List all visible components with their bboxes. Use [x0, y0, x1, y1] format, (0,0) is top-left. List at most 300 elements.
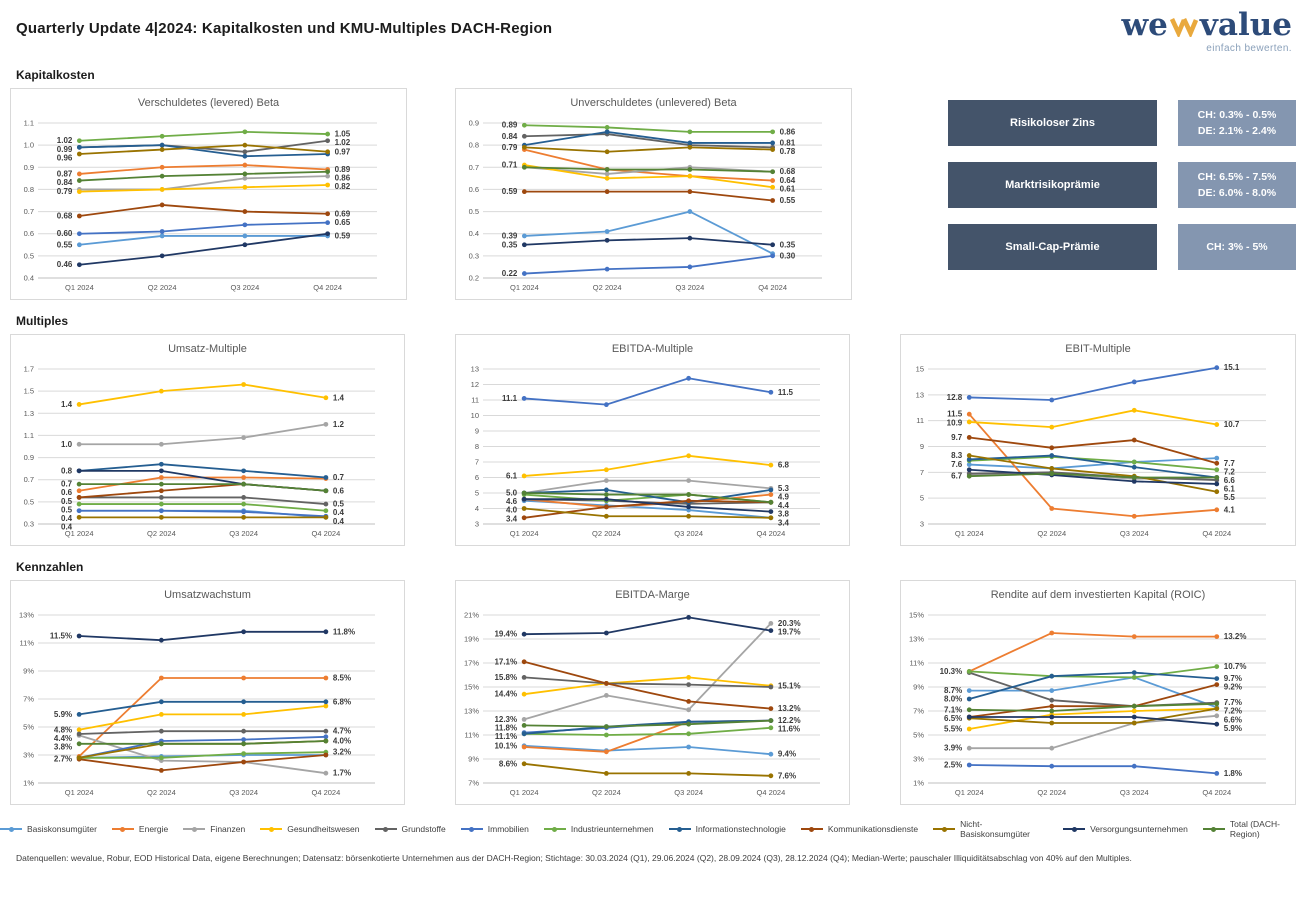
svg-text:13%: 13%: [18, 610, 34, 620]
risk-free-rate-row: [948, 100, 1296, 146]
levered-beta-chart: [11, 115, 406, 295]
svg-text:0.8: 0.8: [23, 184, 34, 194]
svg-text:7.6%: 7.6%: [777, 771, 797, 781]
svg-text:1.7%: 1.7%: [332, 768, 352, 778]
svg-text:0.22: 0.22: [501, 269, 518, 279]
svg-text:8.7%: 8.7%: [944, 686, 963, 696]
svg-text:11.6%: 11.6%: [777, 724, 801, 734]
svg-text:0.96: 0.96: [56, 153, 73, 163]
section-heading-multiples: Multiples: [16, 314, 69, 328]
svg-text:Q1 2024: Q1 2024: [509, 283, 539, 292]
svg-text:0.64: 0.64: [779, 176, 796, 186]
small-cap-premium-ch: CH: 3% - 5%: [1206, 240, 1268, 253]
umsatz-multiple-chart: [11, 361, 404, 541]
svg-text:Q2 2024: Q2 2024: [592, 283, 622, 292]
legend-line-marker-icon: [933, 825, 955, 833]
svg-text:0.99: 0.99: [56, 144, 73, 154]
svg-text:0.4: 0.4: [468, 229, 479, 239]
chart-title: Unverschuldetes (unlevered) Beta: [570, 97, 737, 109]
svg-text:0.39: 0.39: [501, 231, 518, 241]
header: [0, 0, 1306, 54]
svg-text:5.3: 5.3: [777, 483, 789, 493]
svg-text:7.7%: 7.7%: [1223, 698, 1242, 708]
risk-free-rate-de: DE: 2.1% - 2.4%: [1197, 125, 1277, 137]
svg-text:10.1%: 10.1%: [494, 741, 518, 751]
svg-text:4.8%: 4.8%: [53, 725, 73, 735]
svg-text:3.4: 3.4: [506, 514, 518, 524]
legend-item: [933, 819, 1048, 839]
svg-text:0.60: 0.60: [56, 229, 73, 239]
chart-title: Verschuldetes (levered) Beta: [137, 97, 280, 109]
svg-text:0.5: 0.5: [61, 496, 73, 506]
svg-text:0.68: 0.68: [779, 167, 796, 177]
svg-text:9: 9: [919, 442, 924, 451]
legend-item: [0, 824, 97, 834]
svg-text:17%: 17%: [463, 658, 479, 668]
svg-text:Q3 2024: Q3 2024: [674, 788, 704, 797]
svg-text:Q4 2024: Q4 2024: [1202, 529, 1232, 538]
svg-text:2.5%: 2.5%: [944, 760, 963, 770]
chart-panel-levered-beta: [10, 88, 407, 300]
svg-text:0.4: 0.4: [23, 273, 34, 283]
svg-text:4: 4: [474, 504, 479, 513]
svg-text:5.9%: 5.9%: [53, 709, 73, 719]
svg-text:19.7%: 19.7%: [777, 627, 801, 637]
svg-text:3: 3: [919, 519, 924, 529]
svg-text:5.0: 5.0: [506, 488, 518, 498]
footer-note: Datenquellen: wevalue, Robur, EOD Historical Data, eigene Berechnungen; Datensatz: börsenkotierte Unternehmen aus der DACH-Region; Stichtage: 30.03.2024 (Q1), 29.06.2024 (Q2), 28.09.2024 (Q3), 28.12.2024 (Q4); Median-Werte; pauschaler Illiquiditätsabschlag von 40% auf den Multiples.: [16, 853, 1132, 863]
legend-label: Industrieunternehmen: [570, 824, 654, 834]
svg-text:11.8%: 11.8%: [494, 723, 518, 733]
svg-text:6.1: 6.1: [506, 471, 518, 481]
umsatzwachstum-chart: [11, 607, 404, 800]
svg-text:Q3 2024: Q3 2024: [1119, 788, 1149, 797]
svg-text:0.86: 0.86: [779, 127, 796, 137]
svg-text:19%: 19%: [463, 634, 479, 644]
svg-text:11: 11: [471, 395, 479, 405]
svg-text:4.6: 4.6: [506, 497, 518, 507]
legend-label: Versorgungsunternehmen: [1090, 824, 1188, 834]
svg-text:9.7%: 9.7%: [1223, 674, 1242, 684]
small-cap-premium-label: Small-Cap-Prämie: [948, 224, 1157, 270]
svg-text:0.86: 0.86: [334, 173, 351, 183]
legend-label: Basiskonsumgüter: [27, 824, 97, 834]
svg-text:4.0: 4.0: [506, 505, 518, 515]
legend-line-marker-icon: [375, 825, 397, 833]
svg-text:15%: 15%: [463, 682, 479, 692]
svg-text:0.5: 0.5: [61, 505, 73, 515]
chart-panel-ebitda-marge: [455, 580, 850, 805]
legend-item: [260, 824, 359, 834]
svg-text:9.2%: 9.2%: [1223, 682, 1242, 692]
svg-text:15%: 15%: [908, 610, 924, 620]
svg-text:11.1%: 11.1%: [494, 732, 518, 742]
market-risk-premium-values: [1178, 162, 1296, 208]
svg-text:3%: 3%: [23, 750, 34, 760]
svg-text:8: 8: [474, 442, 479, 451]
legend-label: Gesundheitswesen: [287, 824, 360, 834]
svg-text:3.9%: 3.9%: [944, 743, 963, 753]
parameter-boxes: [948, 88, 1296, 300]
legend-item: [375, 824, 446, 834]
chart-title: EBIT-Multiple: [1065, 343, 1131, 355]
roic-chart: [901, 607, 1295, 800]
svg-text:0.9: 0.9: [468, 118, 479, 128]
legend-label: Kommunikationsdienste: [827, 824, 919, 834]
svg-text:7%: 7%: [468, 778, 479, 788]
svg-text:8.5%: 8.5%: [332, 673, 352, 683]
svg-text:7: 7: [474, 457, 479, 467]
unlevered-beta-chart: [456, 115, 851, 295]
svg-text:9%: 9%: [23, 666, 34, 676]
svg-text:0.59: 0.59: [501, 187, 518, 197]
svg-text:1.0: 1.0: [23, 140, 34, 150]
svg-text:1.7: 1.7: [23, 364, 34, 374]
svg-text:Q2 2024: Q2 2024: [146, 529, 176, 538]
svg-text:Q4 2024: Q4 2024: [1202, 788, 1232, 797]
svg-text:0.5: 0.5: [468, 207, 479, 217]
svg-text:Q3 2024: Q3 2024: [675, 283, 705, 292]
legend-label: Immobilien: [487, 824, 529, 834]
svg-text:8.0%: 8.0%: [944, 694, 963, 704]
svg-text:12: 12: [470, 380, 479, 389]
svg-text:15: 15: [915, 364, 924, 374]
svg-text:Q1 2024: Q1 2024: [64, 788, 94, 797]
svg-text:4.9: 4.9: [777, 492, 789, 502]
svg-text:1.4: 1.4: [332, 393, 344, 403]
risk-free-rate-values: [1178, 100, 1296, 146]
svg-text:9%: 9%: [913, 682, 924, 692]
svg-text:Q4 2024: Q4 2024: [758, 283, 788, 292]
svg-text:10.9: 10.9: [946, 418, 963, 428]
svg-text:Q2 2024: Q2 2024: [1037, 529, 1067, 538]
svg-text:0.7: 0.7: [468, 162, 479, 172]
wevalue-logo: [1121, 7, 1292, 54]
svg-text:13%: 13%: [463, 706, 479, 716]
svg-text:9.4%: 9.4%: [777, 749, 797, 759]
svg-text:0.9: 0.9: [23, 453, 34, 463]
svg-text:Q3 2024: Q3 2024: [1119, 529, 1149, 538]
svg-text:8.3: 8.3: [951, 451, 963, 461]
svg-text:3.8%: 3.8%: [53, 742, 73, 752]
svg-text:6.6: 6.6: [1223, 475, 1235, 485]
svg-text:12.8: 12.8: [946, 392, 963, 402]
svg-text:11%: 11%: [464, 730, 479, 740]
svg-text:13: 13: [915, 390, 924, 400]
svg-text:0.3: 0.3: [468, 251, 479, 261]
legend-label: Grundstoffe: [401, 824, 446, 834]
svg-text:3.4: 3.4: [777, 518, 789, 528]
svg-text:1.05: 1.05: [334, 129, 351, 139]
svg-text:7.7: 7.7: [1223, 458, 1235, 468]
market-risk-premium-label: Marktrisikoprämie: [948, 162, 1157, 208]
svg-text:11.8%: 11.8%: [332, 627, 356, 637]
svg-text:0.2: 0.2: [468, 273, 479, 283]
svg-text:0.82: 0.82: [334, 182, 351, 192]
logo-text-value: value: [1199, 7, 1292, 43]
svg-text:0.46: 0.46: [56, 260, 73, 270]
svg-text:15.1%: 15.1%: [777, 681, 801, 691]
svg-text:0.35: 0.35: [501, 240, 518, 250]
svg-text:Q2 2024: Q2 2024: [591, 788, 621, 797]
svg-text:3.8: 3.8: [777, 509, 789, 519]
legend-item: [461, 824, 529, 834]
multiples-row: [10, 334, 1296, 546]
svg-text:13.2%: 13.2%: [777, 704, 801, 714]
chart-panel-roic: [900, 580, 1296, 805]
market-risk-premium-ch: CH: 6.5% - 7.5%: [1197, 170, 1277, 183]
svg-text:0.4: 0.4: [61, 522, 73, 532]
legend-label: Total (DACH-Region): [1229, 819, 1280, 839]
svg-text:0.30: 0.30: [779, 251, 796, 261]
svg-text:0.4: 0.4: [61, 514, 73, 524]
svg-text:4.0%: 4.0%: [332, 736, 352, 746]
svg-text:6.1: 6.1: [1223, 484, 1235, 494]
legend-label: Energie: [138, 824, 169, 834]
svg-text:6: 6: [474, 473, 479, 482]
svg-text:1.3: 1.3: [23, 408, 34, 418]
svg-text:Q3 2024: Q3 2024: [229, 529, 259, 538]
svg-text:0.69: 0.69: [334, 209, 351, 219]
svg-text:0.8: 0.8: [468, 140, 479, 150]
svg-text:1%: 1%: [913, 778, 924, 788]
svg-text:3%: 3%: [913, 754, 924, 764]
kapitalkosten-row: [10, 88, 1296, 300]
svg-text:7.2%: 7.2%: [1223, 706, 1242, 716]
svg-text:5.9%: 5.9%: [1223, 723, 1242, 733]
svg-text:Q3 2024: Q3 2024: [229, 788, 259, 797]
svg-text:10.3%: 10.3%: [939, 666, 963, 676]
svg-text:9.7: 9.7: [951, 432, 963, 442]
svg-text:0.9: 0.9: [23, 162, 34, 172]
svg-text:0.4: 0.4: [332, 508, 344, 518]
chart-panel-unlevered-beta: [455, 88, 852, 300]
svg-text:0.97: 0.97: [334, 147, 351, 157]
risk-free-rate-label: Risikoloser Zins: [948, 100, 1157, 146]
svg-text:11.1: 11.1: [501, 393, 518, 403]
svg-text:10.7: 10.7: [1223, 420, 1240, 430]
svg-text:0.6: 0.6: [23, 229, 34, 239]
chart-panel-ebit-multiple: [900, 334, 1296, 546]
svg-text:13%: 13%: [908, 634, 924, 644]
svg-text:0.59: 0.59: [334, 231, 351, 241]
svg-text:5: 5: [919, 493, 924, 503]
svg-text:1.02: 1.02: [56, 136, 73, 146]
svg-text:6.5%: 6.5%: [944, 713, 963, 723]
svg-text:20.3%: 20.3%: [777, 618, 801, 628]
svg-text:Q2 2024: Q2 2024: [147, 283, 177, 292]
svg-text:0.6: 0.6: [332, 486, 344, 496]
svg-text:14.4%: 14.4%: [494, 689, 518, 699]
svg-text:11: 11: [916, 416, 924, 426]
svg-text:Q1 2024: Q1 2024: [509, 529, 539, 538]
svg-text:1.2: 1.2: [332, 419, 344, 429]
logo-tagline: einfach bewerten.: [1206, 43, 1292, 54]
legend-label: Finanzen: [210, 824, 246, 834]
svg-text:0.7: 0.7: [61, 479, 73, 489]
legend-line-marker-icon: [260, 825, 282, 833]
svg-text:4.7%: 4.7%: [332, 726, 352, 736]
svg-text:0.89: 0.89: [501, 120, 518, 130]
svg-text:0.61: 0.61: [779, 184, 796, 194]
svg-text:0.65: 0.65: [334, 218, 351, 228]
legend-line-marker-icon: [461, 825, 483, 833]
svg-text:0.5: 0.5: [23, 497, 34, 507]
small-cap-premium-values: [1178, 224, 1296, 270]
svg-text:1.1: 1.1: [23, 430, 34, 440]
svg-text:Q4 2024: Q4 2024: [311, 529, 341, 538]
svg-text:Q1 2024: Q1 2024: [64, 283, 94, 292]
legend-line-marker-icon: [183, 825, 205, 833]
svg-text:3.2%: 3.2%: [332, 747, 352, 757]
page-title: Quarterly Update 4|2024: Kapitalkosten und KMU-Multiples DACH-Region: [16, 20, 553, 37]
svg-text:0.55: 0.55: [779, 196, 796, 205]
svg-text:7.6: 7.6: [951, 460, 963, 470]
svg-text:0.81: 0.81: [779, 138, 796, 148]
svg-text:7%: 7%: [23, 694, 34, 704]
svg-text:1.0: 1.0: [61, 439, 73, 449]
svg-text:12.3%: 12.3%: [494, 714, 518, 724]
svg-text:Q4 2024: Q4 2024: [756, 788, 786, 797]
logo-double-v-icon: [1169, 12, 1199, 43]
svg-text:0.3: 0.3: [23, 519, 34, 529]
svg-text:19.4%: 19.4%: [494, 629, 518, 639]
legend-item: [1063, 824, 1188, 834]
chart-title: Rendite auf dem investierten Kapital (ROIC): [990, 589, 1206, 601]
svg-text:4.4: 4.4: [777, 501, 789, 511]
svg-text:7.1%: 7.1%: [944, 705, 963, 715]
svg-text:Q4 2024: Q4 2024: [756, 529, 786, 538]
chart-panel-umsatz-multiple: [10, 334, 405, 546]
svg-text:1%: 1%: [23, 778, 34, 788]
chart-title: EBITDA-Marge: [615, 589, 690, 601]
svg-text:3: 3: [474, 519, 479, 529]
risk-free-rate-ch: CH: 0.3% - 0.5%: [1197, 108, 1277, 121]
svg-text:0.4: 0.4: [332, 516, 344, 526]
svg-text:Q1 2024: Q1 2024: [509, 788, 539, 797]
svg-text:0.55: 0.55: [56, 240, 73, 250]
section-heading-kennzahlen: Kennzahlen: [16, 560, 84, 574]
svg-text:1.8%: 1.8%: [1223, 768, 1242, 778]
svg-text:0.5: 0.5: [332, 499, 344, 509]
svg-text:Q2 2024: Q2 2024: [146, 788, 176, 797]
svg-text:1.1: 1.1: [23, 118, 34, 128]
legend-line-marker-icon: [112, 825, 134, 833]
kennzahlen-row: [10, 580, 1296, 805]
svg-text:Q2 2024: Q2 2024: [1037, 788, 1067, 797]
legend-label: Nicht-Basiskonsumgüter: [960, 819, 1031, 839]
svg-text:1.4: 1.4: [61, 399, 73, 409]
legend-line-marker-icon: [0, 825, 22, 833]
svg-text:5.5: 5.5: [1223, 493, 1235, 503]
svg-text:5%: 5%: [913, 730, 924, 740]
svg-text:0.78: 0.78: [779, 147, 796, 157]
svg-text:0.7: 0.7: [332, 473, 344, 482]
svg-text:13: 13: [470, 364, 479, 374]
svg-text:0.6: 0.6: [468, 184, 479, 194]
svg-text:10.7%: 10.7%: [1223, 662, 1247, 672]
svg-text:Q3 2024: Q3 2024: [674, 529, 704, 538]
svg-text:21%: 21%: [463, 610, 479, 620]
svg-text:4.1: 4.1: [1223, 505, 1235, 515]
legend-item: [544, 824, 654, 834]
svg-text:0.79: 0.79: [501, 142, 518, 152]
legend-line-marker-icon: [669, 825, 691, 833]
legend-line-marker-icon: [1063, 825, 1085, 833]
svg-text:7%: 7%: [913, 706, 924, 716]
svg-text:Q4 2024: Q4 2024: [313, 283, 343, 292]
ebit-multiple-chart: [901, 361, 1295, 541]
ebitda-multiple-chart: [456, 361, 849, 541]
svg-text:0.6: 0.6: [61, 488, 73, 498]
legend-item: [183, 824, 245, 834]
svg-text:Q2 2024: Q2 2024: [591, 529, 621, 538]
legend-item: [1203, 819, 1306, 839]
svg-text:11.5%: 11.5%: [49, 631, 73, 641]
legend-label: Informationstechnologie: [695, 824, 786, 834]
svg-text:0.71: 0.71: [501, 160, 518, 170]
logo-text-we: we: [1121, 7, 1168, 43]
svg-text:2.7%: 2.7%: [53, 754, 73, 764]
svg-text:0.68: 0.68: [56, 211, 73, 221]
legend-item: [112, 824, 168, 834]
svg-text:12.2%: 12.2%: [777, 716, 801, 726]
svg-text:6.8: 6.8: [777, 460, 789, 470]
svg-text:9: 9: [474, 426, 479, 436]
chart-title: Umsatzwachstum: [164, 589, 251, 601]
svg-text:0.87: 0.87: [56, 169, 73, 179]
legend-item: [801, 824, 918, 834]
svg-text:6.6%: 6.6%: [1223, 715, 1242, 725]
svg-text:11.5: 11.5: [777, 387, 794, 397]
svg-text:0.8: 0.8: [61, 466, 73, 476]
svg-text:13.2%: 13.2%: [1223, 632, 1247, 642]
legend-line-marker-icon: [544, 825, 566, 833]
svg-text:11.5: 11.5: [947, 409, 963, 419]
svg-text:7: 7: [919, 467, 924, 477]
market-risk-premium-row: [948, 162, 1296, 208]
chart-title: Umsatz-Multiple: [168, 343, 247, 355]
svg-text:8.6%: 8.6%: [498, 759, 518, 769]
svg-text:7.2: 7.2: [1223, 467, 1235, 477]
market-risk-premium-de: DE: 6.0% - 8.0%: [1197, 187, 1277, 199]
svg-text:6.8%: 6.8%: [332, 697, 352, 707]
svg-text:5%: 5%: [23, 722, 34, 732]
svg-text:Q1 2024: Q1 2024: [954, 529, 984, 538]
section-heading-kapitalkosten: Kapitalkosten: [16, 68, 95, 82]
legend-line-marker-icon: [1203, 825, 1225, 833]
chart-panel-umsatzwachstum: [10, 580, 405, 805]
svg-text:0.89: 0.89: [334, 165, 351, 174]
svg-text:15.8%: 15.8%: [494, 672, 518, 682]
svg-text:6.7: 6.7: [951, 471, 963, 481]
svg-text:5.5%: 5.5%: [944, 724, 963, 734]
chart-title: EBITDA-Multiple: [611, 343, 694, 355]
svg-text:Q1 2024: Q1 2024: [954, 788, 984, 797]
svg-text:15.1: 15.1: [1223, 363, 1240, 373]
legend-item: [669, 824, 786, 834]
svg-text:0.7: 0.7: [23, 207, 34, 217]
svg-text:17.1%: 17.1%: [494, 657, 518, 667]
svg-text:4.4%: 4.4%: [53, 733, 73, 743]
svg-text:11%: 11%: [19, 638, 34, 648]
svg-text:0.84: 0.84: [56, 178, 73, 188]
svg-text:1.02: 1.02: [334, 138, 351, 148]
svg-text:0.5: 0.5: [23, 251, 34, 261]
chart-legend: [0, 819, 1306, 839]
svg-text:9%: 9%: [468, 754, 479, 764]
svg-text:10: 10: [470, 411, 479, 420]
